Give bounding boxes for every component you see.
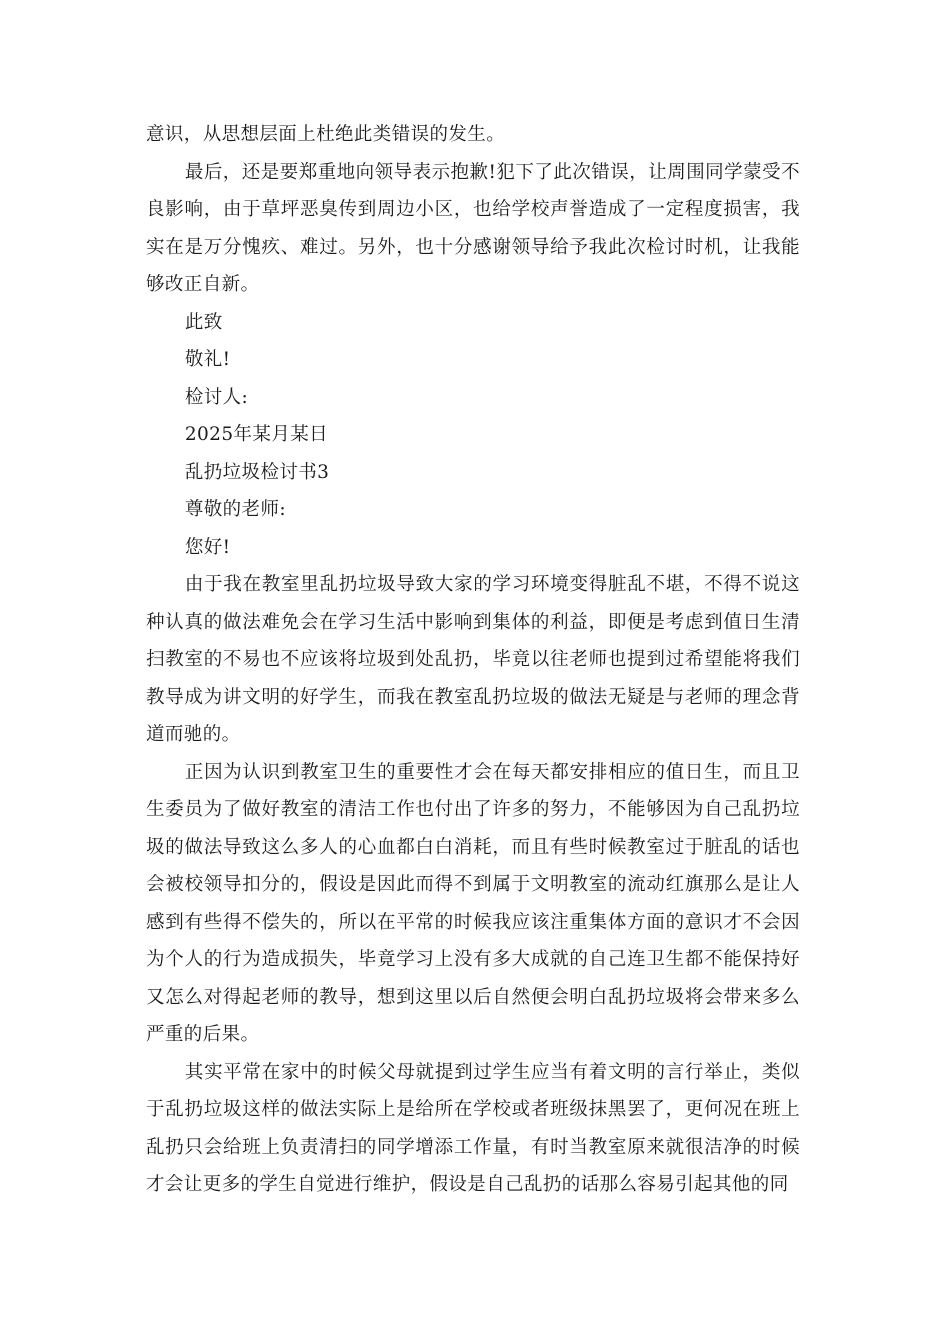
greeting: 您好! [184, 536, 231, 558]
closing-cizhi: 此致 [184, 311, 223, 333]
date-line: 2025年某月某日 [184, 424, 329, 445]
paragraph-3: 其实平常在家中的时候父母就提到过学生应当有着文明的言行举止，类似于乱扔垃圾这样的做法实际上是给所在学校或者班级抹黑罢了，更何况在班上乱扔只会给班上负责清扫的同学增添工作量，有时当教室原来就很洁净的时候才会让更多的学生自觉进行维护，假设是自己乱扔的话那么容易引起其他的同 [146, 1061, 800, 1195]
signature-label: 检讨人: [184, 386, 249, 408]
salutation: 尊敬的老师: [184, 499, 286, 520]
document-body [146, 116, 800, 1204]
paragraph-continuation: 意识，从思想层面上杜绝此类错误的发生。 [146, 124, 506, 145]
paragraph-2: 正因为认识到教室卫生的重要性才会在每天都安排相应的值日生，而且卫生委员为了做好教室的清洁工作也付出了许多的努力，不能够因为自己乱扔垃圾的做法导致这么多人的心血都白白消耗，而且有些时候教室过于脏乱的话也会被校领导扣分的，假设是因此而得不到属于文明教室的流动红旗那么是让人感到有些得不偿失的，所以在平常的时候我应该注重集体方面的意识才不会因为个人的行为造成损失，毕竟学习上没有多大成就的自己连卫生都不能保持好又怎么对得起老师的教导，想到这里以后自然便会明白乱扔垃圾将会带来多么严重的后果。 [146, 761, 800, 1045]
closing-jingli: 敬礼! [184, 349, 231, 370]
paragraph-apology: 最后，还是要郑重地向领导表示抱歉!犯下了此次错误，让周围同学蒙受不良影响，由于草坪恶臭传到周边小区，也给学校声誉造成了一定程度损害，我实在是万分愧疚、难过。另外，也十分感谢领导给予我此次检讨时机，让我能够改正自新。 [146, 161, 800, 295]
paragraph-1: 由于我在教室里乱扔垃圾导致大家的学习环境变得脏乱不堪，不得不说这种认真的做法难免会在学习生活中影响到集体的利益，即便是考虑到值日生清扫教室的不易也不应该将垃圾到处乱扔，毕竟以往老师也提到过希望能将我们教导成为讲文明的好学生，而我在教室乱扔垃圾的做法无疑是与老师的理念背道而驰的。 [146, 574, 800, 745]
section-title: 乱扔垃圾检讨书3 [184, 461, 330, 483]
